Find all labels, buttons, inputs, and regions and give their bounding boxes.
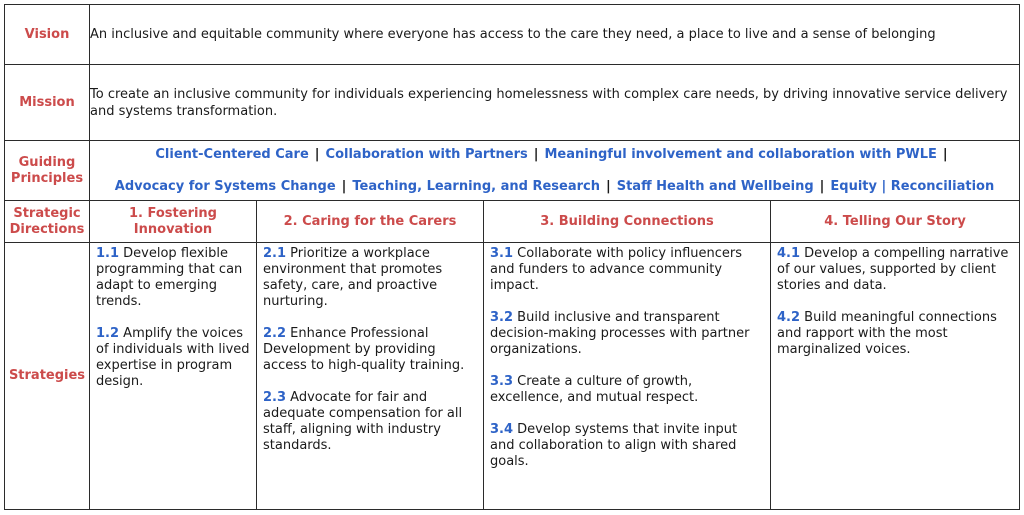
principle-separator: | xyxy=(533,146,539,162)
strategy-text: Develop flexible programming that can adapt to emerging trends. xyxy=(96,246,243,309)
principle-separator: | xyxy=(314,146,320,162)
vision-text: An inclusive and equitable community where everyone has access to the care they need, a place to live and a sense of belonging xyxy=(90,5,1020,65)
strategy-item xyxy=(490,310,764,358)
guiding-principle: Staff Health and Wellbeing xyxy=(616,178,814,194)
guiding-principles-line-1 xyxy=(90,147,1019,163)
direction-1: 1. Fostering Innovation xyxy=(90,201,257,243)
strategy-number: 4.1 xyxy=(777,246,801,261)
strategy-item xyxy=(777,310,1013,358)
guiding-principles-line-2 xyxy=(90,179,1019,195)
strategy-text: Build inclusive and transparent decision-making processes with partner organizations. xyxy=(490,310,750,357)
strategy-text: Create a culture of growth, excellence, and mutual respect. xyxy=(490,374,699,405)
strategy-number: 4.2 xyxy=(777,310,801,325)
guiding-principle: Meaningful involvement and collaboration with PWLE xyxy=(544,146,937,162)
strategy-item xyxy=(263,246,477,310)
strategy-text: Collaborate with policy influencers and funders to advance community impact. xyxy=(490,246,743,293)
principle-separator: | xyxy=(819,178,825,194)
strategic-plan-table xyxy=(4,4,1020,510)
direction-3: 3. Building Connections xyxy=(484,201,771,243)
guiding-principle: Client-Centered Care xyxy=(155,146,309,162)
strategy-item xyxy=(96,326,250,390)
strategy-item xyxy=(263,390,477,454)
strategy-item xyxy=(777,246,1013,294)
strategy-text: Advocate for fair and adequate compensation for all staff, aligning with industry standards. xyxy=(263,390,463,453)
strategy-number: 2.2 xyxy=(263,326,287,341)
strategy-number: 2.1 xyxy=(263,246,287,261)
guiding-principles-label: Guiding Principles xyxy=(5,141,90,201)
principle-separator: | xyxy=(605,178,611,194)
strategy-item xyxy=(263,326,477,374)
strategy-number: 2.3 xyxy=(263,390,287,405)
strategy-item xyxy=(490,374,764,406)
strategy-text: Enhance Professional Development by providing access to high-quality training. xyxy=(263,326,465,373)
strategy-item xyxy=(96,246,250,310)
strategies-column-2 xyxy=(257,243,484,510)
strategy-text: Develop systems that invite input and collaboration to align with shared goals. xyxy=(490,422,738,469)
guiding-principle: Collaboration with Partners xyxy=(325,146,528,162)
strategic-directions-label: Strategic Directions xyxy=(5,201,90,243)
strategy-text: Build meaningful connections and rapport with the most marginalized voices. xyxy=(777,310,997,357)
strategic-directions-row xyxy=(5,201,1020,243)
strategy-text: Amplify the voices of individuals with lived expertise in program design. xyxy=(96,326,250,389)
strategies-label: Strategies xyxy=(5,243,90,510)
vision-label: Vision xyxy=(5,5,90,65)
guiding-principles-cell xyxy=(90,141,1020,201)
strategies-column-4 xyxy=(771,243,1020,510)
principle-separator: | xyxy=(341,178,347,194)
guiding-principles-row xyxy=(5,141,1020,201)
mission-text: To create an inclusive community for individuals experiencing homelessness with complex care needs, by driving innovative service delivery and systems transformation. xyxy=(90,65,1020,141)
strategies-row xyxy=(5,243,1020,510)
strategy-text: Develop a compelling narrative of our values, supported by client stories and data. xyxy=(777,246,1009,293)
strategies-column-3 xyxy=(484,243,771,510)
strategy-number: 1.2 xyxy=(96,326,120,341)
strategy-number: 3.4 xyxy=(490,422,514,437)
strategy-number: 1.1 xyxy=(96,246,120,261)
strategy-item xyxy=(490,246,764,294)
principle-separator: | xyxy=(942,146,948,162)
vision-row xyxy=(5,5,1020,65)
guiding-principle: Equity | Reconciliation xyxy=(830,178,995,194)
strategy-number: 3.3 xyxy=(490,374,514,389)
direction-4: 4. Telling Our Story xyxy=(771,201,1020,243)
direction-2: 2. Caring for the Carers xyxy=(257,201,484,243)
strategy-text: Prioritize a workplace environment that promotes safety, care, and proactive nurturing. xyxy=(263,246,443,309)
strategy-item xyxy=(490,422,764,470)
strategy-number: 3.1 xyxy=(490,246,514,261)
strategies-column-1 xyxy=(90,243,257,510)
guiding-principle: Advocacy for Systems Change xyxy=(114,178,336,194)
strategy-number: 3.2 xyxy=(490,310,514,325)
guiding-principle: Teaching, Learning, and Research xyxy=(352,178,600,194)
mission-label: Mission xyxy=(5,65,90,141)
mission-row xyxy=(5,65,1020,141)
